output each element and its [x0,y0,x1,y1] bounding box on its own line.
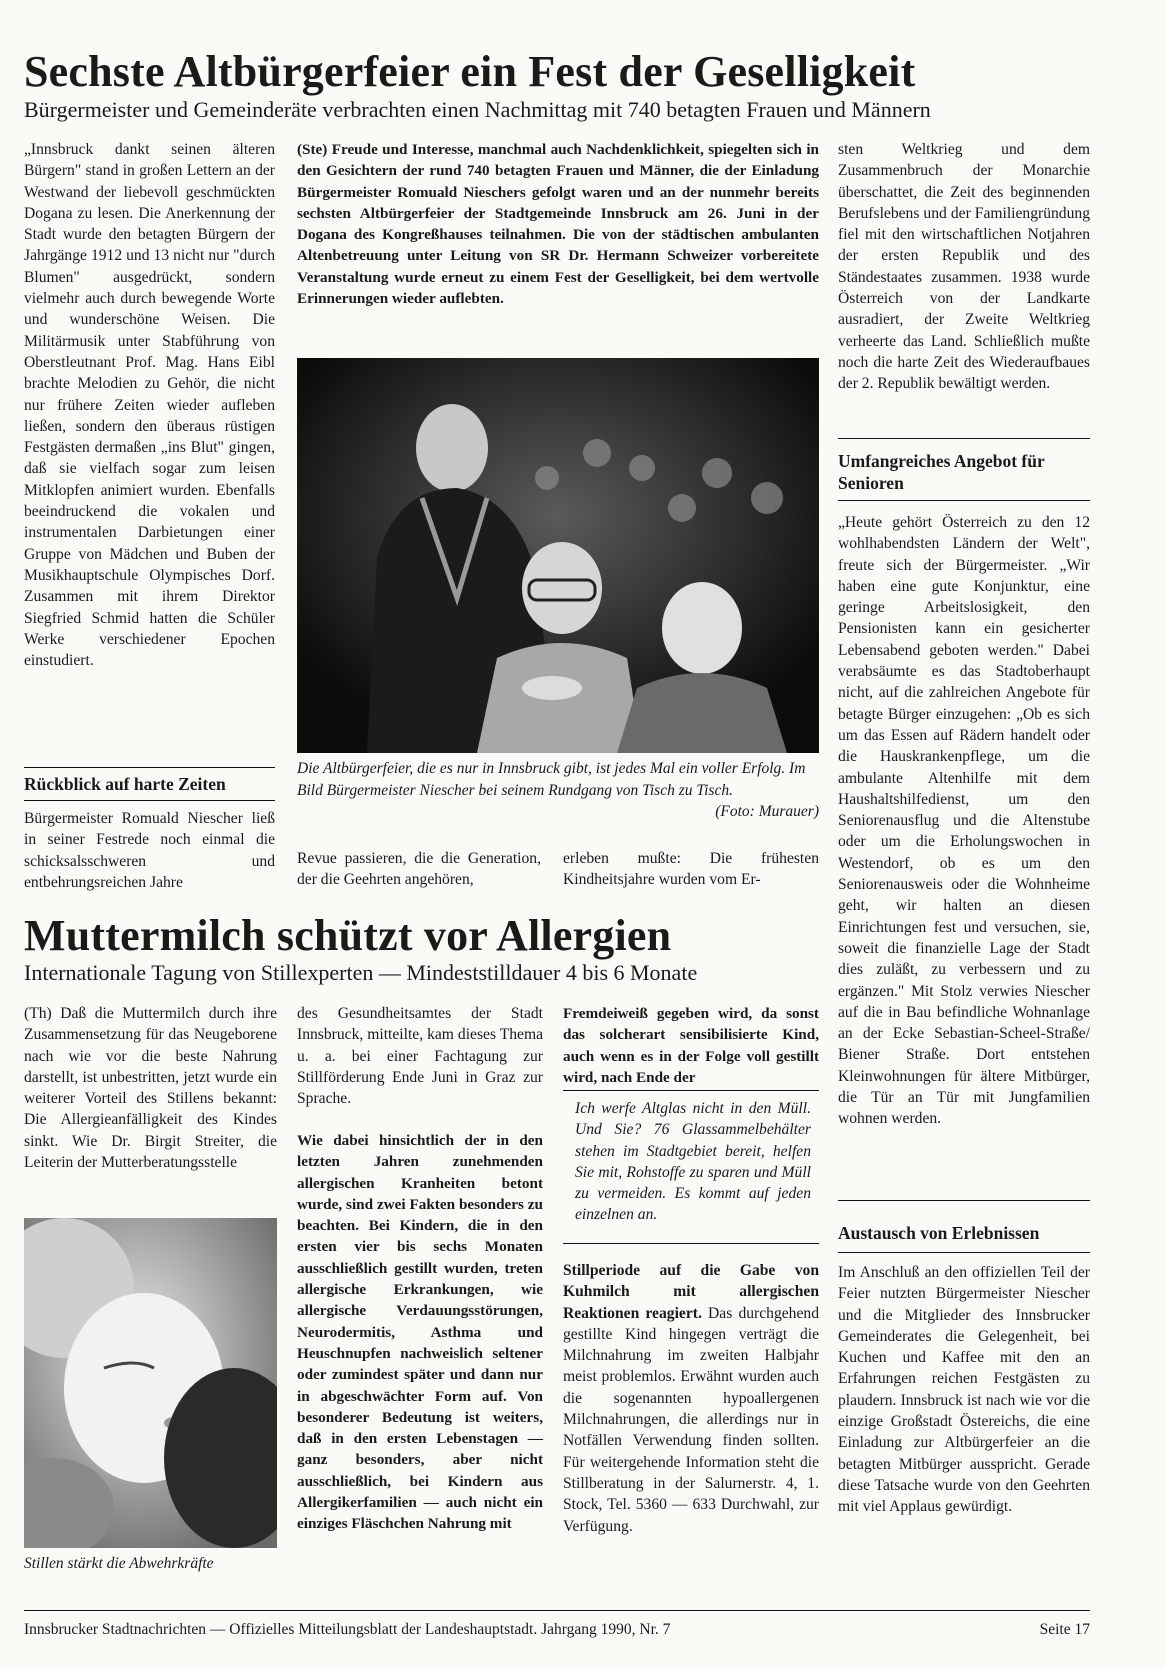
heading-angebot: Umfangreiches Angebot für Senioren [838,451,1045,493]
footer-rule [24,1610,1090,1611]
photo-altbuergerfeier [297,358,819,753]
article1-col2-bottom: Revue passieren, die die Generation, der die Geehrten angehören, [297,850,541,889]
article2-col1-text: (Th) Daß die Muttermilch durch ihre Zusammensetzung für das Neugeborene nach wie vor die beste Nahrung darstellt, ist unbestritten, jetzt wurde ein weiterer Vorteil des Stillens bekannt: Die Allergieanfälligkeit des Kindes sinkt. Wie Dr. Birgit Streiter, die Leiterin der Mutterberatungsstelle [24,1005,277,1172]
article2-col2-top: des Gesundheitsamtes der Stadt Innsbruck, mitteilte, kam dieses Thema u. a. bei einer Fachtagung zur Stillförderung Ende Juni in Graz zur Sprache. [297,1005,543,1108]
article1-col1b-text: Bürgermeister Romuald Niescher ließ in seiner Festrede noch einmal die schicksalsschweren und entbehrungsreichen Jahre [24,810,275,891]
article2-title: Muttermilch schützt vor Allergien [24,911,672,960]
article1-title: Sechste Altbürgerfeier ein Fest der Geselligkeit [24,47,916,96]
article2-col2-bold: Wie dabei hinsichtlich der in den letzten Jahren zunehmenden allergischen Kranheiten betont wurde, sind zwei Fakten besonders zu beachten. Bei Kindern, die in den ersten vier bis sechs Monaten ausschließlich gestillt wurden, treten allergische Erkrankungen, wie allergische Verdauungsstörungen, Neurodermitis, Asthma und Heuschnupfen nachweislich seltener oder zumindest später und dann nur in abgeschwächter Form auf. Von besonderer Bedeutung ist weiters, daß in den ersten Lebenstagen — ganz besonders, aber nicht ausschließlich, bei Kindern aus Allergikerfamilien — auch nicht ein einziges Fläschchen Nahrung mit [297,1132,543,1533]
article2-col3-text [563,1260,819,1537]
heading-austausch: Austausch von Erlebnissen [838,1223,1040,1243]
divider [838,1252,1090,1253]
article2-col3-rest: Das durchgehend gestillte Kind hingegen verträgt die Milchnahrung im zweiten Halbjahr meist problemlos. Erwähnt wurden auch die sogenannten hypoallergenen Milchnahrungen, die allerdings nur in Notfällen Verwendung finden sollten. Für weitergehende Information steht die Stillberatung in der Salurnerstr. 4, 1. Stock, Tel. 5360 — 633 Durchwahl, zur Verfügung. [563,1304,819,1535]
divider [838,1200,1090,1201]
article1-col4-mid: „Heute gehört Österreich zu den 12 wohlhabendsten Ländern der Welt", freute sich der Bürgermeister. „Wir haben eine gute Konjunktur, eine geringe Arbeitslosigkeit, den Pensionisten kann ein gesicherter Lebensabend geboten werden." Dabei verabsäumte es das Stadtoberhaupt nicht, auf die zahlreichen Angebote für betagte Bürger einzugehen: „Ob es sich um das Essen auf Rädern handelt oder die Hauskrankenpflege, um die ambulante Altenhilfe mit dem Haushaltshilfedienst, um den Seniorenausflug und die Altenstube oder um die Erholungswochen in Westendorf, ob es um den Seniorenausweis oder die Wohnheime geht, wir halten an diesen Einrichtungen fest und versuchen, sie, soweit die finanzielle Lage der Stadt dies zuläßt, zu verbessern und zu ergänzen." Mit Stolz verwies Niescher auf die in Bau befindliche Wohnanlage an der Ecke Sebastian-Scheel-Straße/ Biener Straße. Dort entstehen Kleinwohnungen für ältere Mitbürger, die Tür an Tür mit Jungfamilien wohnen werden. [838,514,1090,1128]
photo-altbuergerfeier-image [297,358,819,753]
photo-stillen-image [24,1218,277,1548]
article1-col4-top: sten Weltkrieg und dem Zusammenbruch der Monarchie überschattet, die Zeit des beginnenden Berufslebens und der Familiengründung fiel mit den wirtschaftlichen Notjahren der ersten Republik und des Ständestaates zusammen. 1938 wurde Österreich von der Landkarte ausradiert, der Zweite Weltkrieg verheerte das Land. Schließlich mußte noch die harte Zeit des Wiederaufbaues der 2. Republik bewältigt werden. [838,141,1090,393]
divider [563,1243,819,1244]
article2-subtitle: Internationale Tagung von Stillexperten — Mindeststilldauer 4 bis 6 Monate [24,960,698,985]
divider [838,500,1090,501]
article2-col3-top: Fremdeiweiß gegeben wird, da sonst das solcherart sensibilisierte Kind, auch wenn es in der Folge voll gestillt wird, nach Ende der [563,1005,819,1086]
photo-credit: (Foto: Murauer) [715,803,819,820]
article1-col1-text: „Innsbruck dankt seinen älteren Bürgern" stand in großen Lettern an der Westwand der liebevoll geschmückten Dogana zu lesen. Die Anerkennung der Stadt wurde den betagten Bürgern der Jahrgänge 1912 und 13 nicht nur "durch Blumen" ausgedrückt, sondern vielmehr auch durch bewegende Worte und wunderschöne Weisen. Die Militärmusik unter Stabführung von Oberstleutnant Prof. Mag. Hans Eibl brachte Melodien zu Gehör, die nicht nur frühere Zeiten wieder aufleben ließen, sondern den überaus rüstigen Festgästen dermaßen „ins Blut" gingen, daß sie vielfach sogar zum leisen Mitklopfen animiert wurden. Ebenfalls beeindruckend die vokalen und instrumentalen Darbietungen einer Gruppe von Mädchen und Buben der Musikhauptschule Olympisches Dorf. Zusammen mit ihrem Direktor Siegfried Schmid hatten die Schüler Werke verschiedener Epochen einstudiert. [24,141,275,670]
divider [24,800,275,801]
article2-col3-bold: Stillperiode auf die Gabe von Kuhmilch mit allergischen Reaktionen reagiert. [563,1262,819,1322]
glass-recycling-notice: Ich werfe Altglas nicht in den Müll. Und Sie? 76 Glassammelbehälter stehen im Stadtgebiet bereit, helfen Sie mit, Rohstoffe zu sparen und Müll zu vermeiden. Es kommt auf jeden einzelnen an. [575,1100,811,1224]
page-number: Seite 17 [1039,1621,1090,1638]
photo-altbuergerfeier-caption [297,758,819,823]
photo-stillen [24,1218,277,1548]
article1-subtitle: Bürgermeister und Gemeinderäte verbrachten einen Nachmittag mit 740 betagten Frauen und Männern [24,97,931,122]
article1-col4-bottom: Im Anschluß an den offiziellen Teil der Feier nutzten Bürgermeister Niescher und die Mitglieder des Innsbrucker Gemeinderates die Gelegenheit, bei Kuchen und Kaffee mit den an Erfahrungen reichen Festgästen zu plaudern. Innsbruck ist nach wie vor die einzige Großstadt Östereichs, die eine Einladung zur Altbürgerfeier an die betagten Mitbürger ausspricht. Gerade diese Tatsache wurde von den Geehrten mit viel Applaus gewürdigt. [838,1264,1090,1516]
article1-lead: (Ste) Freude und Interesse, manchmal auch Nachdenklichkeit, spiegelten sich in den Gesichtern der rund 740 betagten Frauen und Männer, die der Einladung Bürgermeister Romuald Nieschers gefolgt waren und an der nunmehr bereits sechsten Altbürgerfeier der Stadtgemeinde Innsbruck am 26. Juni in der Dogana des Kongreßhauses teilnahmen. Die von der städtischen ambulanten Altenbetreuung unter Leitung von SR Dr. Hermann Schweizer vorbereitete Veranstaltung wurde erneut zu einem Fest der Geselligkeit, bei dem wertvolle Erinnerungen wieder auflebten. [297,141,819,308]
photo-stillen-caption: Stillen stärkt die Abwehrkräfte [24,1555,214,1572]
heading-rueckblick: Rückblick auf harte Zeiten [24,774,226,794]
caption-text: Die Altbürgerfeier, die es nur in Innsbruck gibt, ist jedes Mal ein voller Erfolg. Im Bild Bürgermeister Niescher bei seinem Rundgang von Tisch zu Tisch. [297,760,806,799]
footer-publication: Innsbrucker Stadtnachrichten — Offizielles Mitteilungsblatt der Landeshauptstadt. Jahrgang 1990, Nr. 7 [24,1621,671,1638]
article1-col3-bottom: erleben mußte: Die frühesten Kindheitsjahre wurden vom Er- [563,850,819,889]
divider [838,438,1090,439]
divider [563,1090,819,1091]
divider [24,767,275,768]
